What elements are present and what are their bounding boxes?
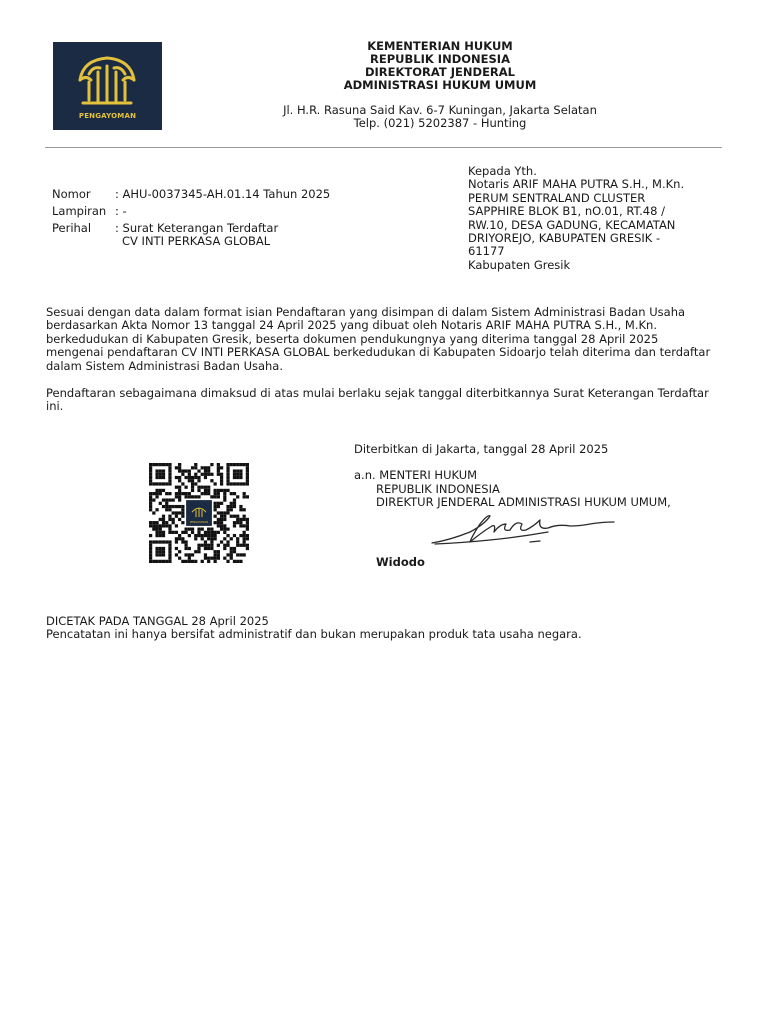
perihal-label: Perihal xyxy=(52,220,92,235)
issued-line-3: DIREKTUR JENDERAL ADMINISTRASI HUKUM UMUM, xyxy=(376,495,671,510)
letterhead xyxy=(240,40,640,131)
header-divider xyxy=(45,147,722,148)
issued-place-date: Diterbitkan di Jakarta, tanggal 28 April 2025 xyxy=(354,442,609,456)
header-address: Jl. H.R. Rasuna Said Kav. 6-7 Kuningan, Jakarta Selatan xyxy=(283,103,597,117)
recipient-block xyxy=(468,165,718,272)
qr-code-icon xyxy=(138,463,260,563)
meta-row-lampiran xyxy=(52,205,330,218)
recipient-line: DRIYOREJO, KABUPATEN GRESIK - xyxy=(468,231,661,246)
recipient-line: RW.10, DESA GADUNG, KECAMATAN xyxy=(468,217,676,232)
recipient-line: PERUM SENTRALAND CLUSTER xyxy=(468,190,646,205)
signer-name: Widodo xyxy=(376,555,425,569)
issued-line-2: REPUBLIK INDONESIA xyxy=(376,481,500,496)
issued-an-line: a.n. MENTERI HUKUM xyxy=(354,468,478,483)
lampiran-value: : - xyxy=(115,204,127,219)
letter-meta xyxy=(52,188,330,249)
signature xyxy=(430,510,620,553)
recipient-line: SAPPHIRE BLOK B1, nO.01, RT.48 / xyxy=(468,204,665,219)
recipient-line: Kabupaten Gresik xyxy=(468,257,571,272)
header-line-1: KEMENTERIAN HUKUM xyxy=(367,39,513,53)
meta-row-nomor xyxy=(52,188,330,201)
perihal-value: : Surat Keterangan Terdaftar xyxy=(115,220,279,235)
recipient-line: Kepada Yth. xyxy=(468,164,537,178)
lampiran-label: Lampiran xyxy=(52,204,107,219)
logo-text: PENGAYOMAN xyxy=(78,112,137,120)
header-line-2: REPUBLIK INDONESIA xyxy=(370,52,510,66)
qr-center-logo-text: PENGAYOMAN xyxy=(189,521,209,524)
body-paragraph-1: Sesuai dengan data dalam format isian Pendaftaran yang disimpan di dalam Sistem Administrasi Badan Usaha berdasarkan Akta Nomor 13 tanggal 24 April 2025 yang dibuat oleh Notaris ARIF MAHA PUTRA S.H., M.Kn. berkedudukan di Kabupaten Gresik, beserta dokumen pendukungnya yang diterima tanggal 28 April 2025 mengenai pendaftaran CV INTI PERKASA GLOBAL berkedudukan di Kabupaten Sidoarjo telah diterima dan terdaftar dalam Sistem Administrasi Badan Usaha. xyxy=(46,305,711,373)
footer-printed-date: DICETAK PADA TANGGAL 28 April 2025 xyxy=(46,614,269,628)
handwritten-signature-icon xyxy=(430,510,620,550)
footer xyxy=(46,615,718,642)
body-paragraph-2: Pendaftaran sebagaimana dimaksud di atas mulai berlaku sejak tanggal diterbitkannya Surat Keterangan Terdaftar ini. xyxy=(46,386,709,414)
footer-note: Pencatatan ini hanya bersifat administratif dan bukan merupakan produk tata usaha negara. xyxy=(46,627,582,642)
nomor-label: Nomor xyxy=(52,187,91,201)
header-line-3: DIREKTORAT JENDERAL xyxy=(364,65,516,79)
meta-row-perihal xyxy=(52,222,330,249)
recipient-line: 61177 xyxy=(468,244,505,259)
recipient-line: Notaris ARIF MAHA PUTRA S.H., M.Kn. xyxy=(468,177,685,192)
header-phone: Telp. (021) 5202387 - Hunting xyxy=(353,116,527,131)
nomor-value: : AHU-0037345-AH.01.14 Tahun 2025 xyxy=(115,187,331,201)
perihal-company: CV INTI PERKASA GLOBAL xyxy=(122,234,271,249)
qr-code xyxy=(138,463,260,563)
ministry-logo xyxy=(53,42,162,130)
header-line-4: ADMINISTRASI HUKUM UMUM xyxy=(343,78,537,92)
letter-body xyxy=(46,306,718,428)
issuance-block xyxy=(354,443,734,510)
